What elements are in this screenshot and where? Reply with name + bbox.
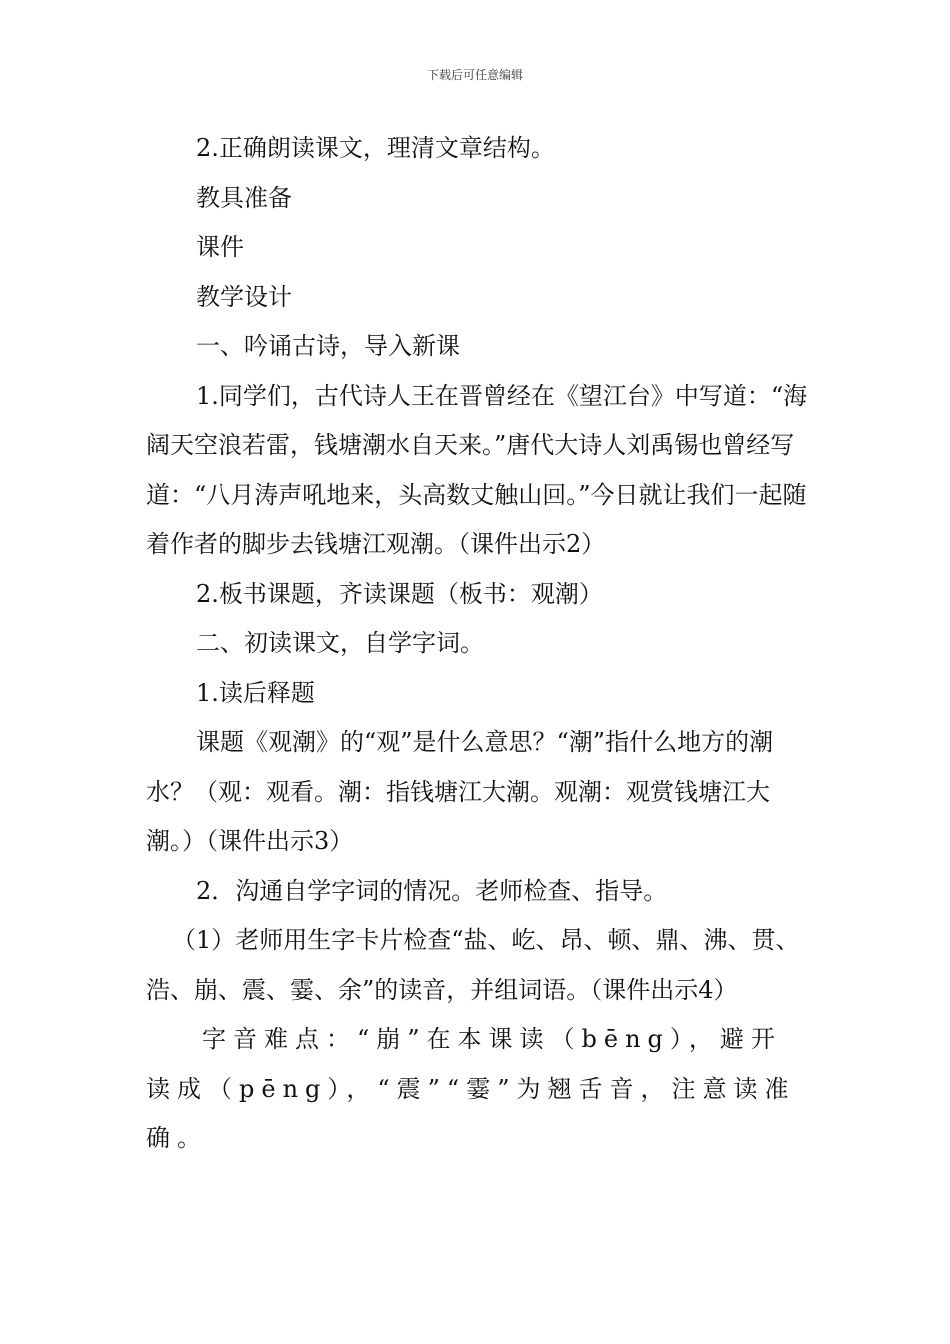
intro-poem-paragraph: 1.同学们，古代诗人王在晋曾经在《望江台》中写道：“海阔天空浪若雷，钱塘潮水自天来。”唐代大诗人刘禹锡也曾经写道：“八月涛声吼地来，头高数丈触山回。”今日就让我们一起随着作者的脚步去钱塘江观潮。（课件出示2） — [146, 381, 808, 558]
page-header-note: 下载后可任意编辑 — [426, 68, 523, 82]
document-body — [146, 124, 808, 1164]
blackboard-title-paragraph: 2.板书课题，齐读课题（板书：观潮） — [196, 579, 603, 608]
objective-paragraph: 2.正确朗读课文，理清文章结构。 — [196, 134, 555, 162]
vocabulary-check-paragraph: 2．沟通自学字词的情况。老师检查、指导。 — [196, 876, 668, 905]
character-card-paragraph: （1）老师用生字卡片检查“盐、屹、昂、顿、鼎、沸、贯、浩、崩、震、霎、余”的读音，并组词语。（课件出示4） — [146, 926, 800, 1004]
section-heading-part-one: 一、吟诵古诗，导入新课 — [196, 332, 460, 360]
title-meaning-paragraph: 课题《观潮》的“观”是什么意思？“潮”指什么地方的潮水？（观：观看。潮：指钱塘江大潮。观潮：观赏钱塘江大潮。）（课件出示3） — [146, 728, 774, 855]
section-heading-part-two: 二、初读课文，自学字词。 — [196, 629, 484, 657]
teaching-aids-paragraph: 课件 — [196, 233, 244, 261]
pronunciation-note-paragraph: 字音难点：“崩”在本课读（bēng），避开读成（pēng），“震”“霎”为翘舌音，注意读准确。 — [146, 1025, 796, 1152]
section-heading-teaching-aids: 教具准备 — [196, 183, 292, 212]
section-heading-teaching-design: 教学设计 — [196, 282, 292, 311]
subheading-title-explanation: 1.读后释题 — [196, 678, 315, 707]
